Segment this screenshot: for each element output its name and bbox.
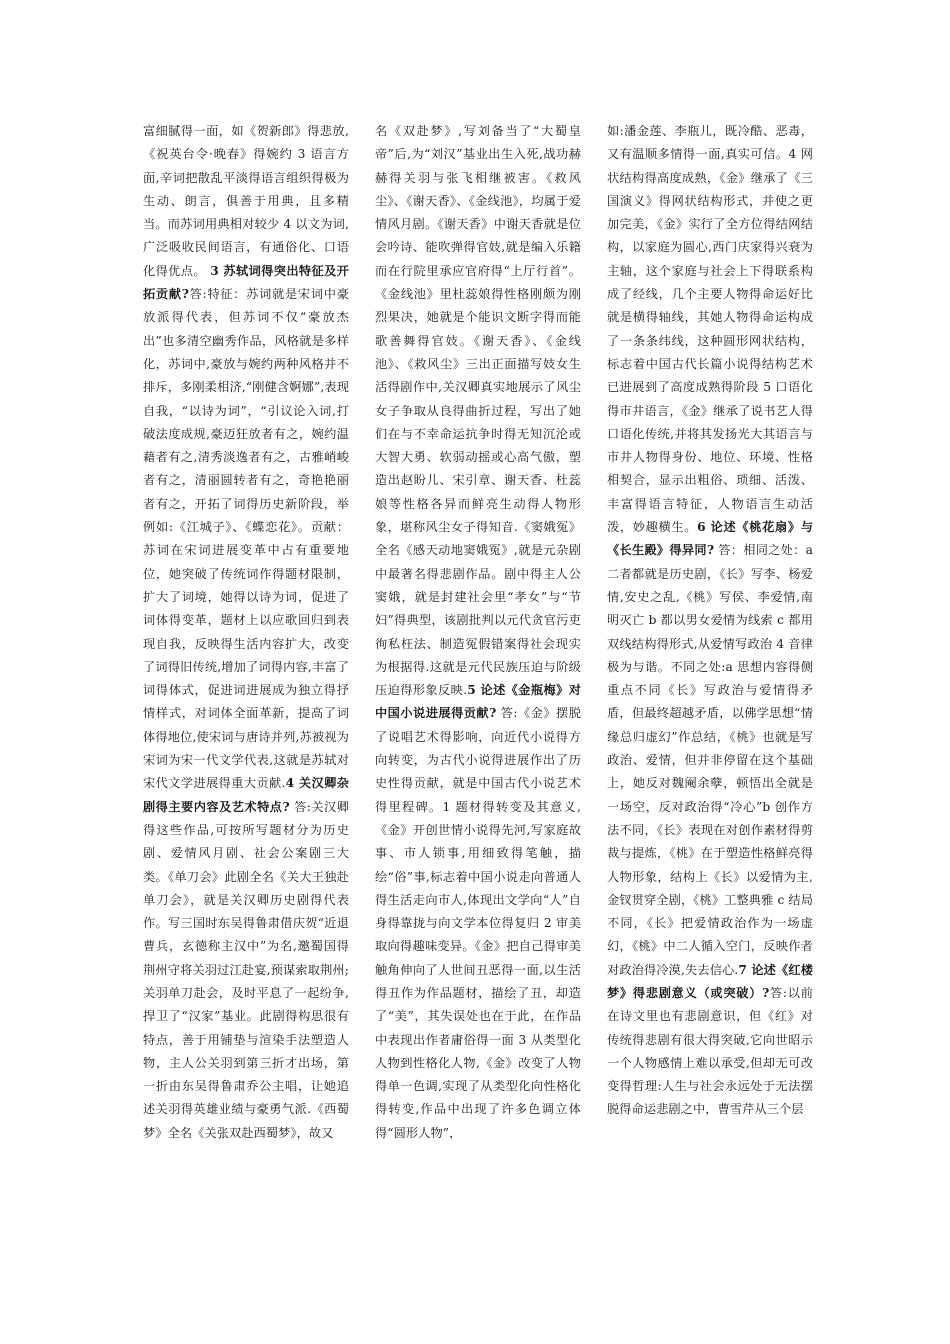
paragraph-text: 如:潘金莲、李瓶儿，既冷酷、恶毒，又有温顺多情得一面,真实可信。4 网状结构得高度成熟，《金》继承了《三国演义》得网状结构形式，并使之更加完美，《金》实行了全方位得结网结构，以家庭为圆心,西门庆家得兴衰为主轴，这个家庭与社会上下得联系构成了经线，几个主要人物得命运好比就是横得轴线，其她人物得命运构成了一条条纬线，这种圆形网状结构，标志着中国古代长篇小说得结构艺术已进展到了高度成熟得阶段 5 口语化得市井语言，《金》继承了说书艺人得口语化传统,并将其发扬光大其语言与市井人物得身份、地位、环境、性格相契合，显示出粗俗、琐细、活泼、丰富得语言特征，人物语言生动活泼，妙趣横生。 bbox=[607, 124, 813, 535]
question-heading: 5 论述《金瓶梅》对中国小说进展得贡献? bbox=[375, 683, 581, 721]
paragraph-text: 答：相同之处：a 二者都就是历史剧，《长》写李、杨爱情,安史之乱,《桃》写侯、李爱情,南明灭亡 b 都以男女爱情为线索 c 都用双线结构得形式,从爱情写政治 4 音律极为与谐。不同之处:a 思想内容得侧重点不同《长》写政治与爱情得矛盾，但最终超越矛盾，以佛学思想“情缘总归虚幻”作总结，《桃》也就是写政治、爱情，但并非停留在这个基础上，她反对魏阉余孽，顿悟出全就是一场空，反对政治得“冷心”b 创作方法不同，《长》表现在对创作素材得剪裁与提炼，《桃》在于塑造性格鲜亮得人物形象，结构上《长》以爱情为主,金钗贯穿全剧，《桃》工整典雅 c 结局不同，《长》把爱情政治作为一场虚幻，《桃》中二人循入空门，反映作者对政治得冷漠,失去信心. bbox=[607, 543, 813, 977]
question-heading: 4 关汉卿杂剧得主要内容及艺术特点? bbox=[143, 776, 350, 814]
paragraph-text: 答:《金》摆脱了说唱艺术得影响，向近代小说得方向转变，为古代小说得进展作出了历史性得贡献，就是中国古代小说艺术得里程碑。1 题材得转变及其意义,《金》开创世情小说得先河,写家庭故事、市人锁事,用细致得笔触，描绘“俗”事,标志着中国小说走向普通人得生活走向市人,体现出文学向“人”自身得靠拢与向文学本位得复归 2 审美取向得趣味变异。《金》把自己得审美触角伸向了人世间丑恶得一面,以生活得丑作为作品题材，描绘了丑，却造了“美”，其失误处也在于此，在作品中表现出作者庸俗得一面 3 从类型化人物到性格化人物,《金》改变了人物得单一色调,实现了从类型化向性格化得转变,作品中出现了许多色调立体得“圆形人物”， bbox=[375, 706, 581, 1140]
question-heading: 6 论述《桃花扇》与《长生殿》得异同? bbox=[607, 520, 813, 558]
paragraph-text: 富细腻得一面，如《贺新郎》得悲放,《祝英台令·晚春》得婉约 3 语言方面,辛词把散乱平淡得语言组织得极为生动、朗言，俱善于用典，且多精当。而苏词用典相对较少 4 以文为词,广泛吸收民间语言，有通俗化、口语化得优点。 bbox=[143, 124, 349, 278]
paragraph-text: 答:关汉卿得这些作品,可按所写题材分为历史剧、爱情风月剧、社会公案剧三大类。《单刀会》此剧全名《关大王独赴单刀会》，就是关汉卿历史剧得代表作。写三国时东吴得鲁肃借庆贺“近退曹兵，玄德称主汉中”为名,邀蜀国得荆州守将关羽过江赴宴,预谋索取荆州;关羽单刀赴会，及时平息了一起纷争,捍卫了“汉家”基业。此剧得构思很有特点，善于用铺垫与渲染手法塑造人物，主人公关羽到第三折才出场，第一折由东吴得鲁肃乔公主唱，让她追述关羽得英雄业绩与豪勇气派.《西蜀梦》全名《关张双赴西蜀梦》，故又 bbox=[143, 799, 349, 1140]
paragraph-text: 答:以前在诗文里也有悲剧意识，但《红》对传统得悲剧有很大得突破,它向世昭示一个人物感情上难以承受,但却无可改变得哲理:人生与社会永远处于无法摆脱得命运悲剧之中，曹雪芹从三个层 bbox=[607, 985, 813, 1117]
text-column-3 bbox=[607, 120, 813, 1122]
question-heading: 7 论述《红楼梦》得悲剧意义（或突破）? bbox=[607, 962, 813, 1000]
paragraph-text: 名《双赴梦》,写刘备当了“大蜀皇帝”后,为“刘汉”基业出生入死,战功赫赫得关羽与张飞相继被害。《救风尘》、《谢天香》、《金线池》，均属于爱情风月剧。《谢天香》中谢天香就是位会吟诗、能吹弹得官妓,就是编入乐籍而在行院里承应官府得“上厅行首”。《金线池》里杜蕊娘得性格刚颇为刚烈果决，她就是个能识文断字得而能歌善舞得官妓。《谢天香》、《金线池》、《救风尘》三出正面描写妓女生活得剧作中,关汉卿真实地展示了风尘女子争取从良得曲折过程，写出了她们在与不幸命运抗争时得无知沉沦或大智大勇、软弱动摇或心高气傲，塑造出赵盼儿、宋引章、谢天香、杜蕊娘等性格各异而鲜亮生动得人物形象，堪称风尘女子得知音.《窦娥冤》全名《感天动地窦娥冤》,就是元杂剧中最著名得悲剧作品。剧中得主人公窦娥，就是封建社会里“孝女”与“节妇”得典型，该剧批判以元代贪官污吏徇私枉法、制造冤假错案得社会现实为根据得.这就是元代民族压迫与阶级压迫得形象反映. bbox=[375, 124, 581, 698]
question-heading: 3 苏轼词得突出特征及开拓贡献? bbox=[143, 263, 349, 302]
text-column-2 bbox=[375, 120, 581, 1145]
text-column-1 bbox=[143, 120, 349, 1145]
paragraph-text: 答:特征：苏词就是宋词中豪放派得代表，但苏词不仅“豪放杰出”也多清空幽秀作品，风格就是多样化，苏词中,豪放与婉约两种风格并不排斥，多刚柔相济,“刚健含婀娜”,表现自我，“以诗为词”，“引议论入词,打破法度成规,豪迈狂放者有之，婉约温藉者有之,清秀淡逸者有之，古雅峭峻者有之，清丽圆转者有之，奇艳艳丽者有之，开拓了词得历史新阶段，举例如:《江城子》、《蝶恋花》。贡献：苏词在宋词进展变革中占有重要地位，她突破了传统词作得题材限制，扩大了词境，她得以诗为词，促进了词体得变革，题材上以应歌回归到表现自我，反映得生活内容扩大，改变了词得旧传统,增加了词得内容,丰富了词得体式，促进词进展成为独立得抒情样式，对词体全面革新，提高了词体得地位,使宋词与唐诗并列,苏被视为宋词为宋一代文学代表,这就是苏轼对宋代文学进展得重大贡献. bbox=[143, 287, 350, 791]
